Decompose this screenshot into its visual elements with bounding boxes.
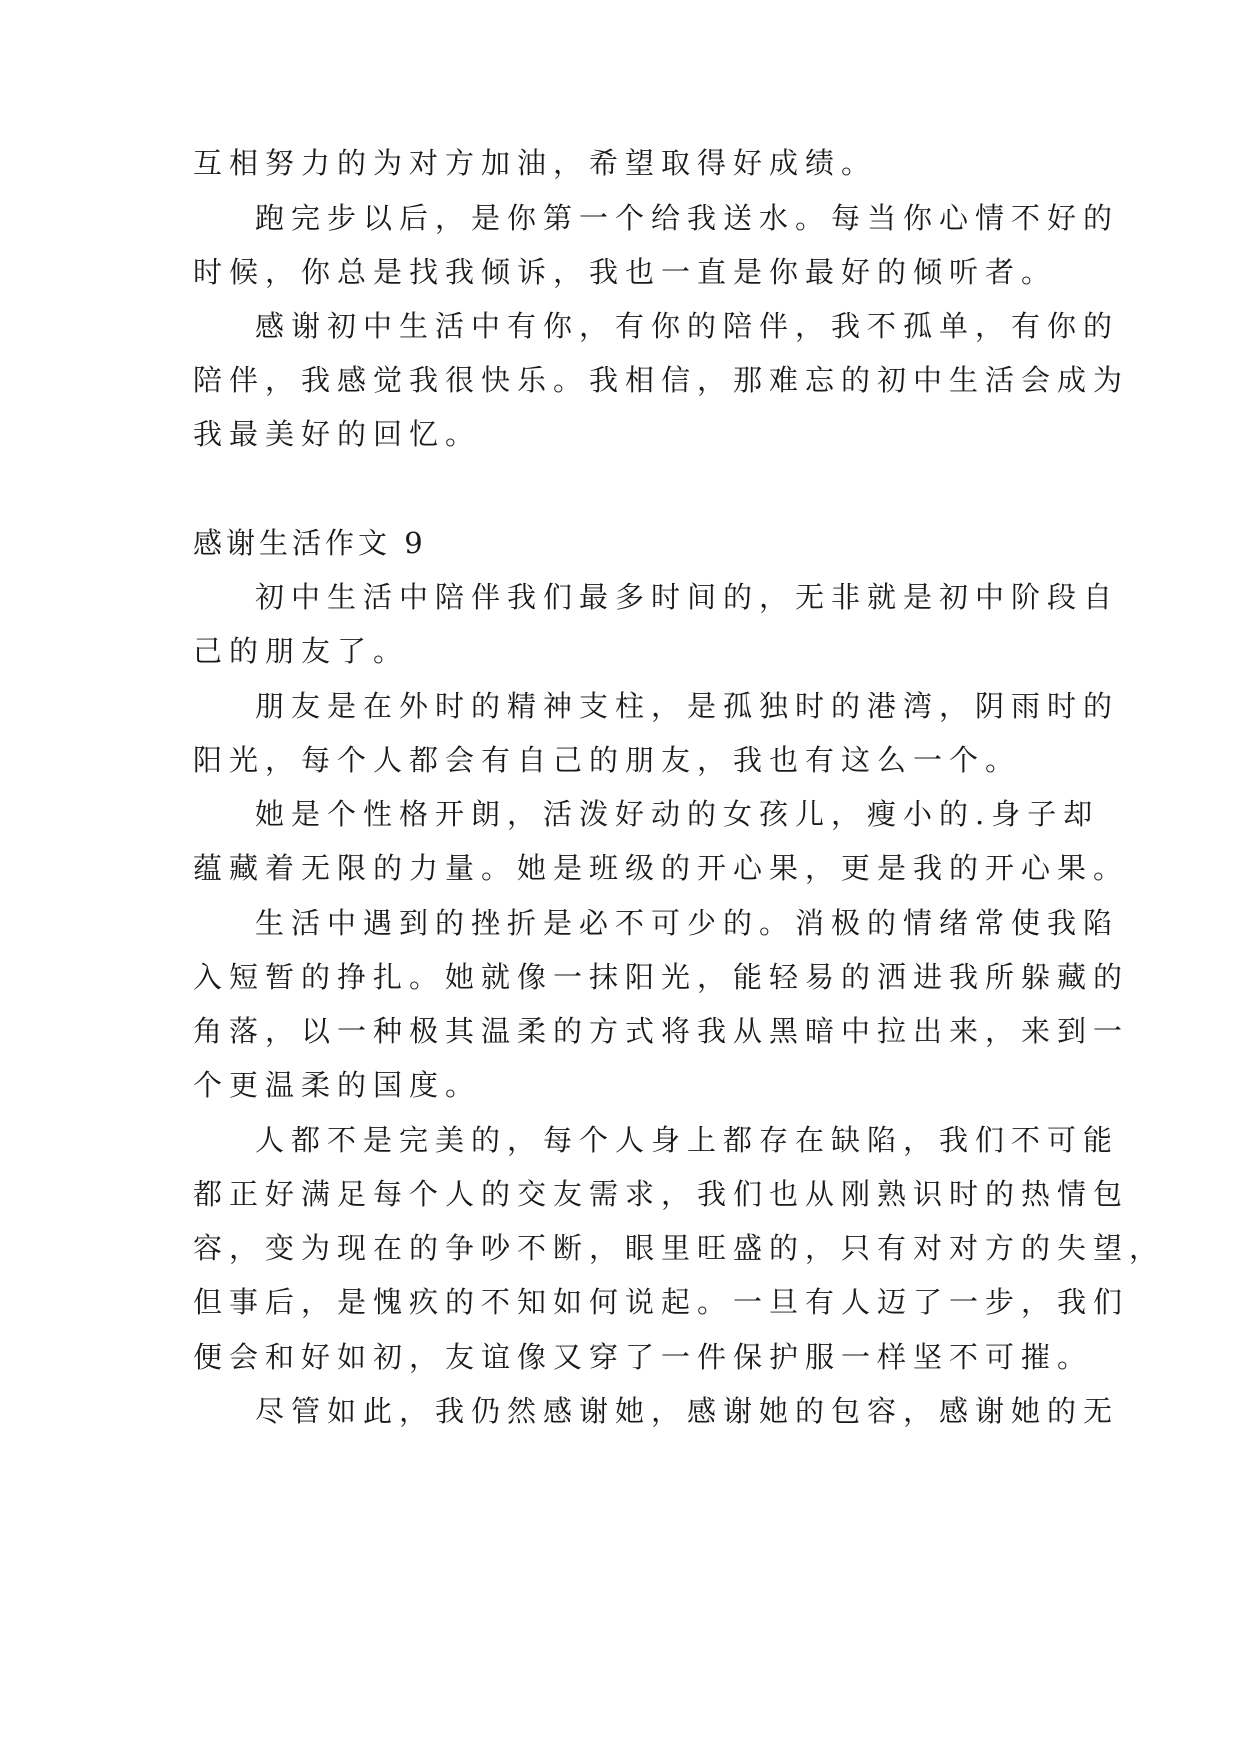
paragraph-start: 她是个性格开朗，活泼好动的女孩儿，瘦小的.身子却 <box>255 797 1100 831</box>
text-line: 容，变为现在的争吵不断，眼里旺盛的，只有对对方的失望， <box>193 1231 1166 1265</box>
text-line: 个更温柔的国度。 <box>193 1068 482 1102</box>
paragraph-start: 跑完步以后，是你第一个给我送水。每当你心情不好的 <box>255 201 1120 235</box>
paragraph-start: 感谢初中生活中有你，有你的陪伴，我不孤单，有你的 <box>255 309 1120 343</box>
text-line: 陪伴，我感觉我很快乐。我相信，那难忘的初中生活会成为 <box>193 363 1130 397</box>
text-line: 蕴藏着无限的力量。她是班级的开心果，更是我的开心果。 <box>193 851 1130 885</box>
paragraph-start: 尽管如此，我仍然感谢她，感谢她的包容，感谢她的无 <box>255 1394 1120 1428</box>
paragraph-start: 人都不是完美的，每个人身上都存在缺陷，我们不可能 <box>255 1123 1120 1157</box>
text-line: 阳光，每个人都会有自己的朋友，我也有这么一个。 <box>193 743 1022 777</box>
text-line: 我最美好的回忆。 <box>193 417 482 451</box>
text-line: 时候，你总是找我倾诉，我也一直是你最好的倾听者。 <box>193 255 1058 289</box>
paragraph-start: 生活中遇到的挫折是必不可少的。消极的情绪常使我陷 <box>255 906 1120 940</box>
paragraph-start: 初中生活中陪伴我们最多时间的，无非就是初中阶段自 <box>255 580 1120 614</box>
text-line: 互相努力的为对方加油，希望取得好成绩。 <box>193 146 878 180</box>
section-heading: 感谢生活作文 9 <box>193 526 427 560</box>
text-line: 入短暂的挣扎。她就像一抹阳光，能轻易的洒进我所躲藏的 <box>193 960 1130 994</box>
text-line: 都正好满足每个人的交友需求，我们也从刚熟识时的热情包 <box>193 1177 1130 1211</box>
text-line: 便会和好如初，友谊像又穿了一件保护服一样坚不可摧。 <box>193 1340 1094 1374</box>
paragraph-start: 朋友是在外时的精神支柱，是孤独时的港湾，阴雨时的 <box>255 689 1120 723</box>
text-line: 己的朋友了。 <box>193 634 410 668</box>
text-line: 角落，以一种极其温柔的方式将我从黑暗中拉出来，来到一 <box>193 1014 1130 1048</box>
text-line: 但事后，是愧疚的不知如何说起。一旦有人迈了一步，我们 <box>193 1285 1130 1319</box>
